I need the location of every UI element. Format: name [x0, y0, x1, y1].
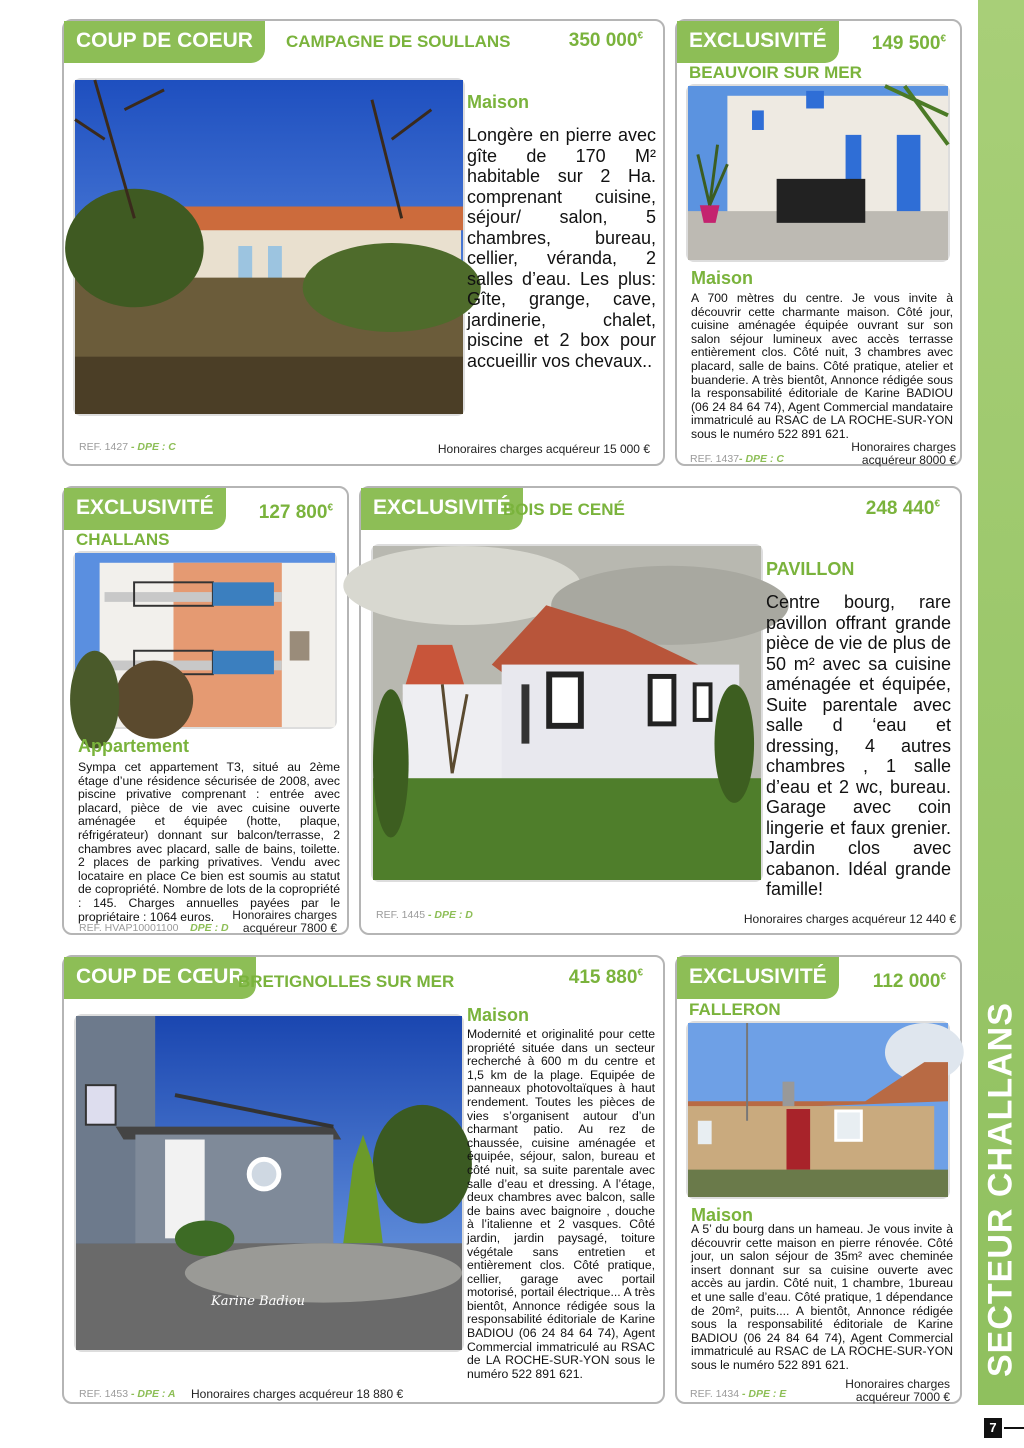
listing-fees: Honoraires charges acquéreur 18 880 € — [191, 1387, 404, 1401]
sector-title: SECTEUR CHALLANS — [981, 1002, 1020, 1378]
listing-tag: COUP DE CŒUR — [64, 957, 256, 999]
listing-type: Maison — [467, 92, 530, 112]
photo-signature: Karine Badiou — [211, 1294, 306, 1309]
listing-type: Appartement — [78, 736, 190, 756]
fees-line-1: Honoraires charges — [851, 440, 956, 454]
listing-card[interactable] — [675, 19, 962, 466]
listing-fees: Honoraires charges acquéreur 12 440 € — [743, 912, 956, 926]
listing-city: FALLERON — [689, 1000, 781, 1019]
listing-price: 149 500€ — [871, 33, 946, 54]
listing-tag: EXCLUSIVITÉ — [64, 488, 226, 530]
listing-price: 248 440€ — [865, 498, 940, 519]
listing-city: BEAUVOIR SUR MER — [689, 63, 862, 82]
listing-price: 350 000€ — [568, 30, 643, 51]
listing-price: 415 880€ — [568, 967, 643, 988]
listing-type: PAVILLON — [766, 559, 855, 579]
listing-ref: REF. 1445 - DPE : D — [376, 909, 473, 921]
listing-photo — [74, 1014, 464, 1352]
listing-photo — [371, 544, 763, 882]
listing-city: BOIS DE CENÉ — [503, 500, 625, 519]
listing-city: CHALLANS — [76, 530, 170, 549]
listing-fees — [851, 441, 956, 467]
listing-tag: EXCLUSIVITÉ — [361, 488, 523, 530]
fees-line-2: acquéreur 7000 € — [855, 1390, 950, 1404]
page-number-rule — [1004, 1427, 1024, 1429]
listing-description: A 5’ du bourg dans un hameau. Je vous invite à découvrir cette maison en pierre rénovée. Côté jour, un salon séjour de 35m² avec cheminée insert donnant sur sa cuisine ouverte avec accès au jardin. Côté nuit, 1 chambre, 1bureau et une salle d’eau. Côté pratique, 1 dépendance de 20m², puits.... A bientôt, Annonce rédigée sous la responsabilité éditoriale de Karine BADIOU (06 24 84 64 74), Agent Commercial immatriculé au RSAC de LA ROCHE-SUR-YON sous le numéro 522 891 621. — [691, 1222, 953, 1372]
listing-card[interactable] — [62, 955, 665, 1404]
listing-card[interactable] — [62, 486, 349, 935]
fees-line-1: Honoraires charges — [845, 1377, 950, 1391]
listing-tag: COUP DE COEUR — [64, 21, 265, 63]
fees-line-2: acquéreur 8000 € — [861, 453, 956, 467]
listing-photo — [686, 84, 950, 262]
listing-city: BRETIGNOLLES SUR MER — [238, 972, 455, 991]
listing-description: Centre bourg, rare pavillon offrant grande pièce de vie de plus de 50 m² avec sa cuisine aménagée et équipée, Suite parentale avec salle d ‘eau et dressing, 4 autres chambres , 1 salle d’eau et 2 wc, bureau. Garage avec coin lingerie et faux grenier. Jardin clos avec cabanon. Idéal grande famille! — [766, 592, 951, 899]
listing-ref: REF. HVAP10001100 DPE : D — [79, 922, 229, 934]
listing-ref: REF. 1437- DPE : C — [690, 453, 784, 465]
listing-fees — [232, 909, 337, 935]
fees-line-2: acquéreur 7800 € — [242, 921, 337, 935]
listing-photo — [73, 551, 337, 729]
listing-type: Maison — [467, 1005, 530, 1025]
listing-ref: REF. 1434 - DPE : E — [690, 1388, 787, 1400]
listing-city: CAMPAGNE DE SOULLANS — [286, 32, 511, 51]
listing-fees: Honoraires charges acquéreur 15 000 € — [437, 442, 650, 456]
listing-photo — [686, 1021, 950, 1199]
listing-ref: REF. 1427 - DPE : C — [79, 441, 176, 453]
listing-card[interactable] — [675, 955, 962, 1404]
listing-description: Sympa cet appartement T3, situé au 2ème étage d’une résidence sécurisée de 2008, avec piscine privative comprenant : entrée avec placard, pièce de vie avec cuisine ouverte aménagée et équipée (hotte, plaque, réfrigérateur) donnant sur balcon/terrasse, 2 chambres avec placard, salle de bains, toilette. 2 places de parking privatives. Vendu avec locataire en place Ce bien est soumis au statut de copropriété. Nombre de lots de la copropriété : 145. Charges annuelles payées par le propriétaire : 1064 euros. — [78, 760, 340, 924]
listing-price: 112 000€ — [872, 971, 946, 992]
listing-card[interactable] — [62, 19, 665, 466]
listing-description: Modernité et originalité pour cette propriété située dans un secteur recherché à 600 m du centre et 1,5 km de la plage. Equipée de panneaux photovoltaïques à haut rendement. Toutes les pièces de vies s’organisent autour d’un charmant patio. Au rez de chaussée, cuisine aménagée et équipée, séjour, salon, bureau et côté nuit, sa suite parentale avec salle d’eau et dressing. A l’étage, deux chambres avec balcon, salle de bains avec baignoire , douche à l’italienne et 2 vasques. Côté jardin, jardin paysagé, toiture végétale sans entretien et entièrement clos. Côté pratique, cellier, garage avec portail motorisé, portail électrique... A très bientôt, Annonce rédigée sous la responsabilité éditoriale de Karine BADIOU (06 24 84 64 74), Agent Commercial immatriculé au RSAC de LA ROCHE-SUR-YON sous le numéro 522 891 621. — [467, 1027, 655, 1381]
fees-line-1: Honoraires charges — [232, 908, 337, 922]
listing-price: 127 800€ — [258, 502, 333, 523]
listing-photo — [73, 78, 465, 416]
listing-tag: EXCLUSIVITÉ — [677, 957, 839, 999]
listing-type: Maison — [691, 1205, 754, 1225]
listing-card[interactable] — [359, 486, 962, 935]
listing-description: Longère en pierre avec gîte de 170 M² habitable sur 2 Ha. comprenant cuisine, séjour/ salon, 5 chambres, bureau, cellier, véranda, 2 salles d’eau. Les plus: Gîte, grange, cave, jardinerie, chalet, piscine et 2 box pour accueillir vos chevaux.. — [467, 125, 656, 371]
listing-tag: EXCLUSIVITÉ — [677, 21, 839, 63]
listing-type: Maison — [691, 268, 754, 288]
listing-description: A 700 mètres du centre. Je vous invite à découvrir cette charmante maison. Côté jour, cuisine aménagée équipée ouvrant sur son salon séjour lumineux avec accès terrasse entièrement clos. Côté nuit, 3 chambres avec placard, salle de bains. Côté pratique, atelier et buanderie. A très bientôt, Annonce rédigée sous la responsabilité éditoriale de Karine BADIOU (06 24 84 64 74), Agent Commercial mandataire immatriculé au RSAC de LA ROCHE-SUR-YON sous le numéro 522 891 621. — [691, 291, 953, 441]
page-number: 7 — [984, 1418, 1002, 1438]
listing-ref: REF. 1453 - DPE : A — [79, 1388, 176, 1400]
listing-fees — [845, 1378, 950, 1404]
